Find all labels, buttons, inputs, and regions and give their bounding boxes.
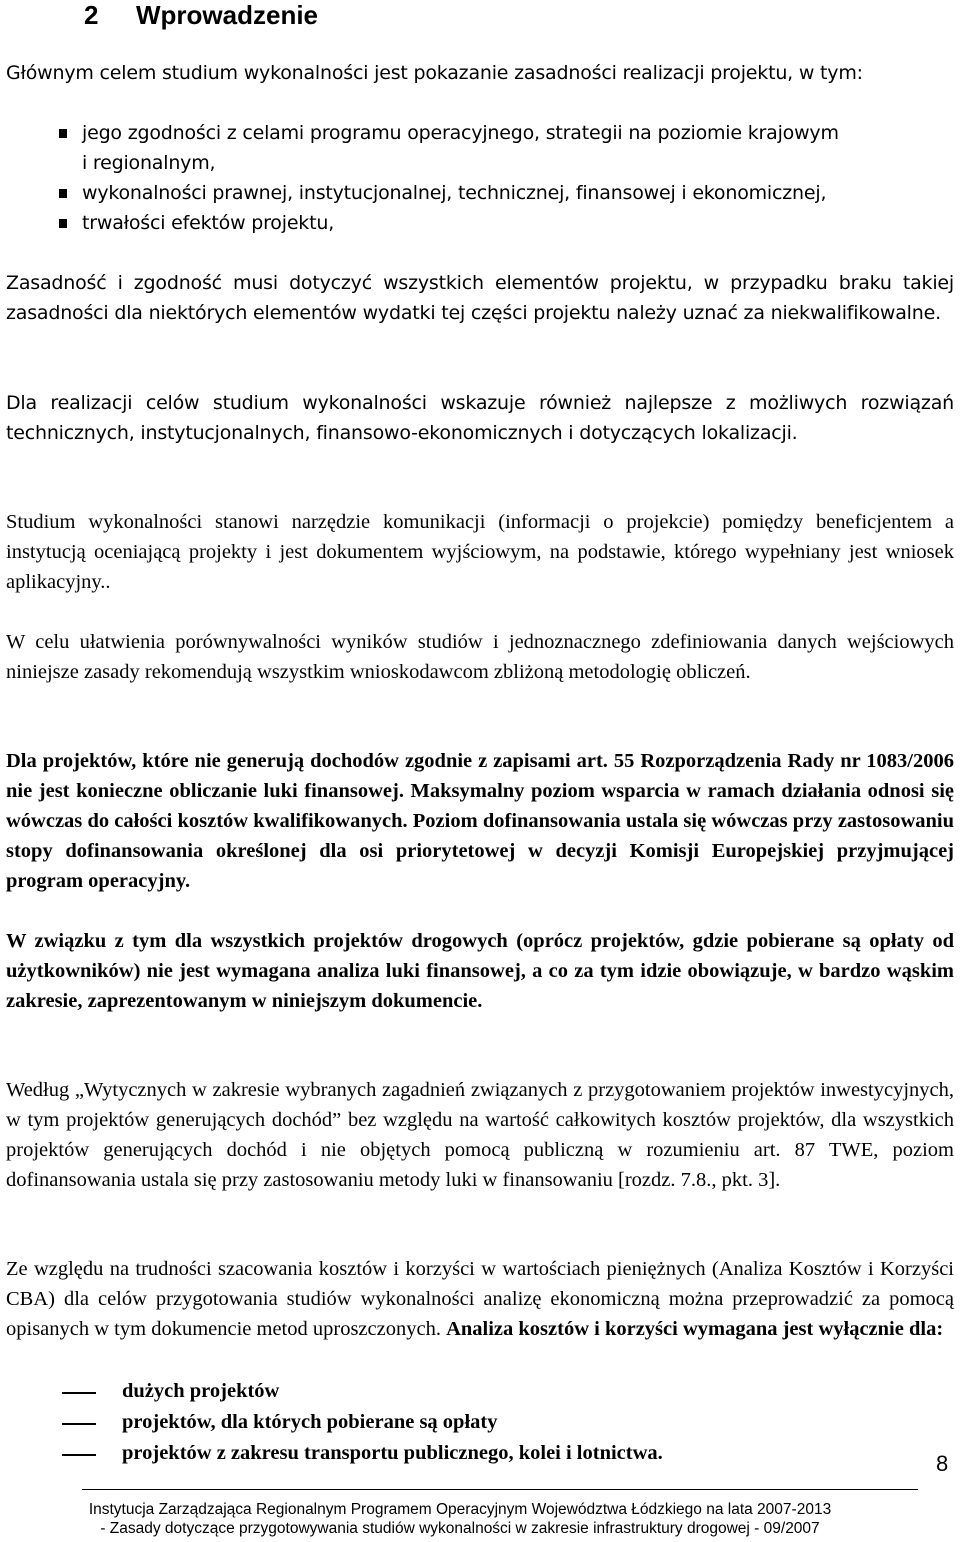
dash-bullet-icon xyxy=(62,1423,96,1425)
dash-item-text: dużych projektów xyxy=(122,1380,280,1402)
intro-paragraph: Głównym celem studium wykonalności jest pokazanie zasadności realizacji projektu, w tym: xyxy=(6,62,863,84)
paragraph-wedlug-wytycznych: Według „Wytycznych w zakresie wybranych zagadnień związanych z przygotowaniem projektów inwestycyjnych, w tym projektów generujących dochód” bez względu na wartość całkowitych kosztów projektów, dla wszystkich projektów generujących dochód i nie objętych pomocą publiczną w rozumieniu art. 87 TWE, poziom dofinansowania ustala się przy zastosowaniu metody luki w finansowaniu [rozdz. 7.8., pkt. 3]. xyxy=(6,1079,954,1191)
dash-bullet-icon xyxy=(62,1454,96,1456)
section-title: Wprowadzenie xyxy=(136,0,319,30)
bullet-text: wykonalności prawnej, instytucjonalnej, technicznej, finansowej i ekonomicznej, xyxy=(82,182,827,204)
footer-document-title: - Zasady dotyczące przygotowywania studiów wykonalności w zakresie infrastruktury drogowej - 09/2007 xyxy=(100,1520,820,1537)
paragraph-ze-wzgledu xyxy=(6,1254,954,1344)
paragraph-ze-wzgledu-bold: Analiza kosztów i korzyści wymagana jest wyłącznie dla: xyxy=(446,1318,944,1340)
paragraph-studium: Studium wykonalności stanowi narzędzie komunikacji (informacji o projekcie) pomiędzy beneficjentem a instytucją oceniającą projekty i jest dokumentem wyjściowym, na podstawie, którego wypełniany jest wniosek aplikacyjny.. xyxy=(6,511,954,593)
bold-paragraph-luka: Dla projektów, które nie generują dochodów zgodnie z zapisami art. 55 Rozporządzenia Rady nr 1083/2006 nie jest konieczne obliczanie luki finansowej. Maksymalny poziom wsparcia w ramach działania odnosi się wówczas do całości kosztów kwalifikowanych. Poziom dofinansowania ustala się wówczas przy zastosowaniu stopy dofinansowania określonej dla osi priorytetowej w decyzji Komisji Europejskiej przyjmującej program operacyjny. xyxy=(6,750,954,892)
dash-item-text: projektów, dla których pobierane są opłaty xyxy=(122,1411,498,1433)
dash-list-item xyxy=(0,1438,960,1469)
dash-item-text: projektów z zakresu transportu publicznego, kolei i lotnictwa. xyxy=(122,1442,663,1464)
paragraph-dla-realizacji: Dla realizacji celów studium wykonalności wskazuje również najlepsze z możliwych rozwiązań technicznych, instytucjonalnych, finansowo-ekonomicznych i dotyczących lokalizacji. xyxy=(6,392,954,444)
footer-divider xyxy=(82,1489,918,1490)
footer-institution: Instytucja Zarządzająca Regionalnym Programem Operacyjnym Województwa Łódzkiego na lata 2007-2013 xyxy=(88,1501,832,1518)
page-number: 8 xyxy=(936,1451,949,1476)
bullet-item-continuation xyxy=(0,148,960,178)
square-bullet-icon xyxy=(59,189,67,198)
dash-bullet-icon xyxy=(62,1392,96,1394)
bullet-item xyxy=(0,208,960,238)
paragraph-ze-wzgledu-text: Ze względu na trudności szacowania kosztów i korzyści w wartościach pieniężnych (Analiza Kosztów i Korzyści CBA) dla celów przygotowania studiów wykonalności analizę ekonomiczną można przeprowadzić za pomocą opisanych w tym dokumencie metod uproszczonych. xyxy=(6,1258,954,1340)
bullet-text: jego zgodności z celami programu operacyjnego, strategii na poziomie krajowym xyxy=(82,122,839,144)
intro-bullet-list xyxy=(0,118,960,238)
bullet-item xyxy=(0,118,960,148)
bullet-text: trwałości efektów projektu, xyxy=(82,212,335,234)
section-heading xyxy=(84,0,318,30)
bullet-item xyxy=(0,178,960,208)
dash-list-item xyxy=(0,1407,960,1438)
paragraph-zasadnosc: Zasadność i zgodność musi dotyczyć wszystkich elementów projektu, w przypadku braku takiej zasadności dla niektórych elementów wydatki tej części projektu należy uznać za niekwalifikowalne. xyxy=(6,272,954,324)
cba-required-list xyxy=(0,1376,960,1469)
bold-paragraph-drogowe: W związku z tym dla wszystkich projektów drogowych (oprócz projektów, gdzie pobierane są opłaty od użytkowników) nie jest wymagana analiza luki finansowej, a co za tym idzie obowiązuje, w bardzo wąskim zakresie, zaprezentowanym w niniejszym dokumencie. xyxy=(6,930,954,1012)
section-number: 2 xyxy=(84,0,99,30)
dash-list-item xyxy=(0,1376,960,1407)
bullet-text: i regionalnym, xyxy=(82,152,216,174)
paragraph-w-celu: W celu ułatwienia porównywalności wyników studiów i jednoznacznego zdefiniowania danych wejściowych niniejsze zasady rekomendują wszystkim wnioskodawcom zbliżoną metodologię obliczeń. xyxy=(6,631,954,683)
square-bullet-icon xyxy=(59,129,67,138)
square-bullet-icon xyxy=(59,219,67,228)
